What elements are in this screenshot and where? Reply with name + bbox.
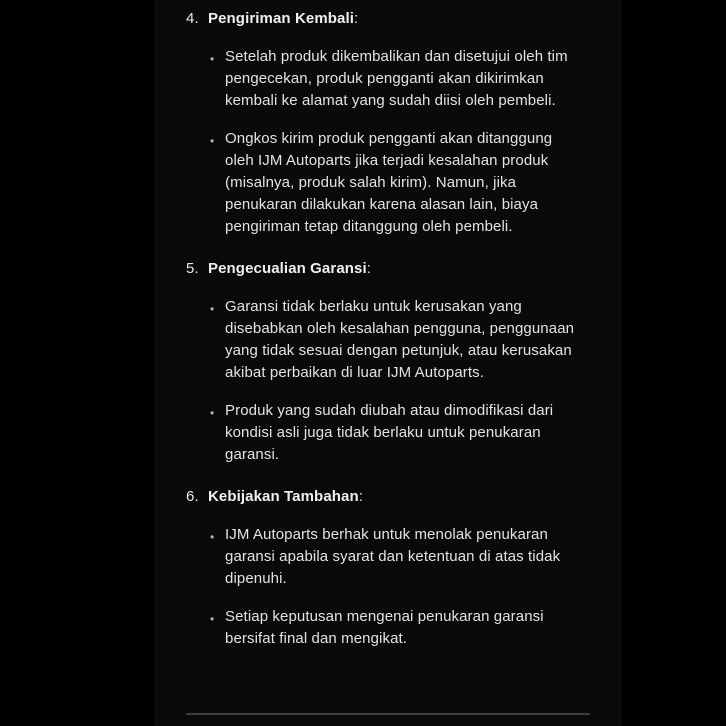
section-number: 4. xyxy=(186,10,199,27)
section-heading xyxy=(186,258,576,280)
bullet-item xyxy=(210,524,576,590)
section-title xyxy=(208,486,363,508)
bullet-text: Produk yang sudah diubah atau dimodifikasi dari kondisi asli juga tidak berlaku untuk penukaran garansi. xyxy=(225,402,554,463)
bullet-text: Setelah produk dikembalikan dan disetujui oleh tim pengecekan, produk pengganti akan dikirimkan kembali ke alamat yang sudah diisi oleh pembeli. xyxy=(225,48,568,109)
section-number: 5. xyxy=(186,260,199,277)
section-heading xyxy=(186,8,576,30)
section-title-colon: : xyxy=(354,10,359,27)
bullet-marker: • xyxy=(210,530,215,544)
bullet-marker: • xyxy=(210,134,215,148)
bullet-text: IJM Autoparts berhak untuk menolak penukaran garansi apabila syarat dan ketentuan di atas tidak dipenuhi. xyxy=(225,526,561,587)
policy-section-6 xyxy=(186,486,576,650)
bullet-item xyxy=(210,128,576,238)
bullet-item xyxy=(210,400,576,466)
bullet-item xyxy=(210,296,576,384)
bullet-text: Setiap keputusan mengenai penukaran garansi bersifat final dan mengikat. xyxy=(225,608,544,647)
section-title xyxy=(208,258,371,280)
section-title-text: Pengiriman Kembali xyxy=(208,10,355,27)
section-title-text: Kebijakan Tambahan xyxy=(208,488,359,505)
section-number: 6. xyxy=(186,488,199,505)
content-panel xyxy=(154,0,622,726)
policy-section-5 xyxy=(186,258,576,466)
bullet-marker: • xyxy=(210,52,215,66)
policy-section-4 xyxy=(186,8,576,238)
bullet-item xyxy=(210,46,576,112)
section-title xyxy=(208,8,358,30)
bullet-text: Garansi tidak berlaku untuk kerusakan yang disebabkan oleh kesalahan pengguna, penggunaan yang tidak sesuai dengan petunjuk, atau kerusakan akibat perbaikan di luar IJM Autoparts. xyxy=(225,298,575,381)
bottom-divider xyxy=(186,713,590,715)
section-title-colon: : xyxy=(358,488,364,505)
bullet-marker: • xyxy=(210,406,215,420)
bullet-marker: • xyxy=(210,612,215,626)
section-title-text: Pengecualian Garansi xyxy=(208,260,367,277)
bullet-text: Ongkos kirim produk pengganti akan ditanggung oleh IJM Autoparts jika terjadi kesalahan produk (misalnya, produk salah kirim). Namun, jika penukaran dilakukan karena alasan lain, biaya pengiriman tetap ditanggung oleh pembeli. xyxy=(225,130,553,235)
section-title-colon: : xyxy=(366,260,372,277)
bullet-marker: • xyxy=(210,302,215,316)
bullet-item xyxy=(210,606,576,650)
policy-document xyxy=(154,0,622,650)
section-heading xyxy=(186,486,576,508)
